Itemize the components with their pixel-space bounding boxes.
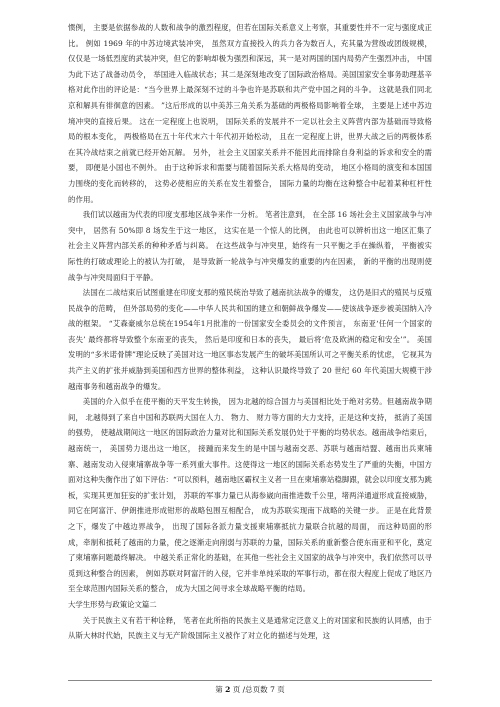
paragraph-5: 关于民族主义有若干种诠释， 笔者在此所指的民族主义是通常定泛意义上的对国家和民族的认同感，由于从斯大林时代始，民族主义与无产阶级国际主义被作了对立化的描述与处理，这 [68, 615, 432, 641]
page-footer [0, 684, 500, 695]
footer-suffix: 页 [274, 685, 285, 694]
paragraph-4: 美国的介入似乎在使平衡的天平发生转换， 因为北越的综合国力与美国相比处于绝对劣势。但越南战争期间， 北越得到了来自中国和苏联两大国在人力、 物力、 财力等方面的大力支持，正是这种支持， 抵消了美国的强势， 使越战期间这一地区的国际政治力量对比和国际关系发展仍处于平衡的均势状态。越南战争结束后， 越南统一， 美国势力退出这一地区， 接踵而来发生的是中国与越南交恶、苏联与越南结盟、越南出兵柬埔寨、越南发动入侵柬埔寨战争等一系列重大事件。这使得这一地区的国际关系态势发生了严重的失衡，中国方面对这种失衡作出了如下评估：“可以预料，越南地区霸权主义者一旦在柬埔寨站稳脚跟，就会以印度支那为跳板，实现其更加狂妄的扩张计划， 苏联的军事力量已从海参崴向南推进数千公里，堵两洋通道形成直接威胁， 同它在阿富汗、伊朗推进形成钳形的战略包围互相配合， 成为苏联实现南下战略的关键一步。 正是在此背景之下，爆发了中越边界战争， 出现了国际各派力量支援柬埔寨抵抗力量联合抗越的局面， 而这种局面的形成，牵制和抵耗了越南的力量，使之逐渐走向削弱与苏联的力量，国际关系的重新整合使东南亚和平化，奠定了柬埔寨问题最终解决。 中越关系正常化的基础，在其他一些社会主义国家的战争与冲突中，我们依然可以寻觅到这种整合的因素， 例如苏联对阿富汗的入侵，它并非单纯采取的军事行动，都在很大程度上促成了地区乃至全球范围内国际关系的整合， 成为大国之间寻求全球战略平衡的结局。 [68, 397, 432, 594]
paragraph-2: 我们试以越南为代表的印度支那地区战争来作一分析。 笔者注意到， 在全部 16 场社会主义国家战争与冲突中， 居然有 50%即 8 场发生于这一地区， 这实在是一个惊人的比例， 由此也可以辨析出这一地区汇集了社会主义阵营内部关系的种种矛盾与纠葛。 在这些战争与冲突里，始终有一只平衡之手在操纵着， 平衡被实际性的打破或理论上的被认为打破， 是导致新一轮战争与冲突爆发的重要的内在因素， 新的平衡的出现则使战争与冲突局面归于平静。 [68, 210, 432, 282]
section-heading: 大学生形势与政策论文篇二 [68, 599, 157, 609]
footer-middle: 页 /总页数 [230, 685, 271, 694]
current-page-number: 2 [225, 685, 231, 694]
total-pages-number: 7 [270, 685, 275, 694]
footer-divider [68, 680, 432, 681]
paragraph-1: 惯例， 主要是依据参战的人数和战争的激烈程度，但若在国际关系意义上考察，其重要性并不一定与强度成正比。 例如 1969 年的中苏边境武装冲突， 虽然双方直接投入的兵力各为数百人，充其量为营级或团级规模，仅仅是一场低烈度的武装冲突，但它的影响却极为强烈和深远，其一是对两国的国内局势产生强烈冲击， 中国为此下达了战备动员令， 举国进入临战状态；其二是深刻地改变了国际政治格局。美国国家安全事务助理基辛格对此作出的评论是：“当今世界上最深刻不过的斗争也许是苏联和共产党中国之间的斗争。 这就是我们同北京和解具有徘徊意的因素。 ”这后形成的以中美苏三角关系为基础的两极格局影响着全球， 主要是上述中苏边境冲突的直接后果。 这在一定程度上也说明， 国际关系的发展并不一定以社会主义阵营内部为基础而导致格局的根本变化， 两极格局在五十年代末六十年代初开始松动， 且在一定程度上讲，世界大战之后的两极体系在其冷战结束之前就已经开始瓦解。 另外， 社会主义国家关系并不能因此而排除自身利益的诉求和安全的需要， 即便是小国也不例外。 由于这种诉求和需要与随着国际关系大格局的变动， 地区小格局的演变和本国国力围绕的变化而转移的， 这势必使相应的关系在发生着整合， 国际力量的均衡在这种整合中起着某种杠杆性的作用。 [68, 23, 432, 204]
document-page [68, 20, 432, 644]
paragraph-3: 法国在二战结束后试图重建在印度支那的殖民统治导致了越南抗法战争的爆发， 这仍是旧式的殖民与反殖民战争的范畴， 但外部局势的变化——中华人民共和国的建立和朝鲜战争爆发——使该战争逐步被美国纳入冷战的框架。 “艾森豪威尔总统在1954年1月批准的一份国家安全委员会的文件预言， 东南亚‘任何一个国家的丧失’ 最终都将导致整个东南亚的丧失， 然后是印度和日本的丧失， 最后将‘危及欧洲的稳定和安全’”。 美国发明的“多米诺骨牌”理论反映了美国对这一地区事态发展产生的破坏美国所认可之平衡关系的忧虑， 它视其为共产主义的扩张并威胁到美国和西方世界的整体利益， 这种认识最终导致了 20 世纪 60 年代美国大规模干涉越南事务和越南战争的爆发。 [68, 288, 432, 391]
footer-prefix: 第 [215, 685, 226, 694]
